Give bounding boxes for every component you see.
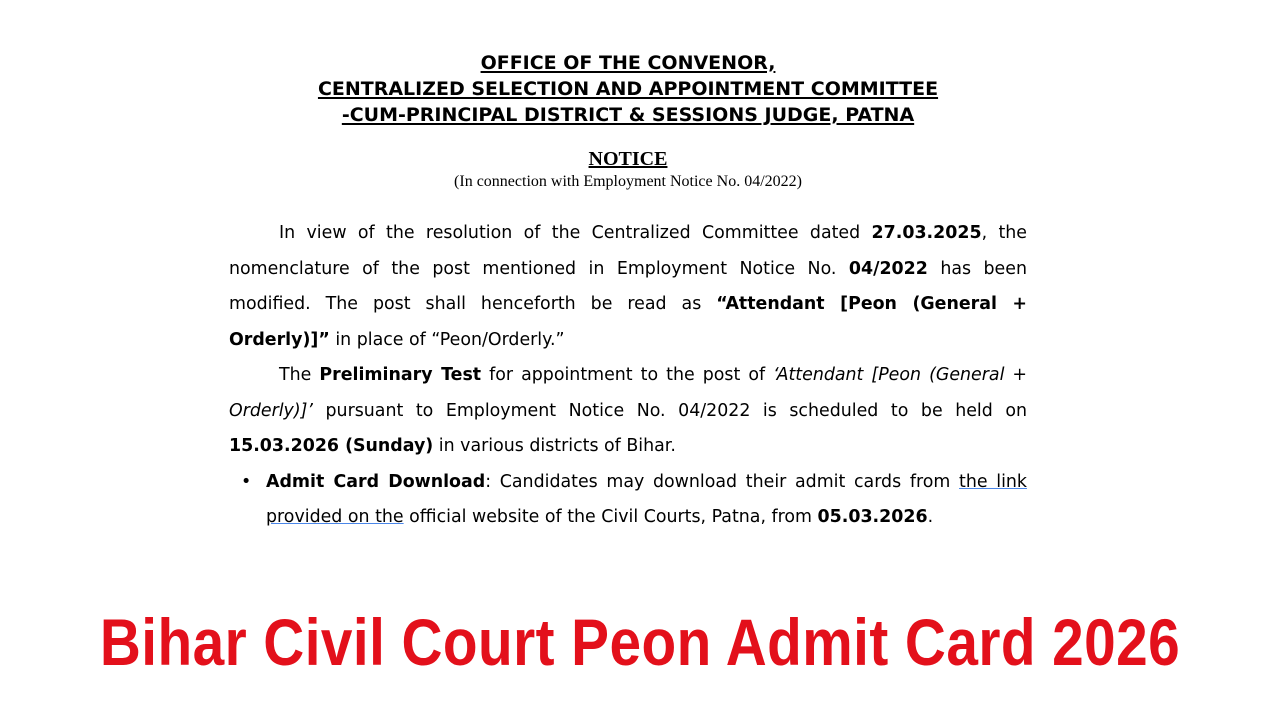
para1-text-2: , the nomenclature of the post mentioned in Employment Notice No.: [229, 223, 1027, 279]
header-line-3: -CUM-PRINCIPAL DISTRICT & SESSIONS JUDGE, PATNA: [341, 104, 915, 126]
notice-body: [229, 216, 1027, 536]
para1-text-4: in place of “Peon/Orderly.”: [329, 329, 565, 350]
bullet-text-1: : Candidates may download their admit cards from: [485, 471, 960, 492]
bullet-text-3: .: [927, 507, 934, 527]
preliminary-test-label: Preliminary Test: [319, 365, 482, 385]
para2-text-2: for appointment to the post of: [481, 365, 774, 385]
notice-title: NOTICE: [588, 148, 668, 170]
header-line-1: OFFICE OF THE CONVENOR,: [480, 52, 776, 74]
admit-card-bullet: [229, 465, 1027, 536]
post-name-italic: ‘Attendant [Peon (General + Orderly)]’: [229, 365, 1028, 421]
para2-text-1: The: [279, 365, 320, 385]
bullet-text-2: official website of the Civil Courts, Patna, from: [403, 507, 818, 527]
employment-notice-number: 04/2022: [848, 258, 928, 279]
admit-card-link[interactable]: the link provided on the: [266, 471, 1028, 527]
para2-text-3: pursuant to Employment Notice No. 04/2022 is scheduled to be held on: [312, 400, 1027, 421]
office-header: [0, 50, 1256, 128]
banner-title: Bihar Civil Court Peon Admit Card 2026: [99, 605, 1181, 679]
para1-text-1: In view of the resolution of the Centralized Committee dated: [279, 223, 872, 243]
para1-text-3: has been modified. The post shall henceforth be read as: [229, 258, 1027, 314]
notice-subtitle: (In connection with Employment Notice No. 04/2022): [454, 173, 802, 190]
new-post-name: “Attendant [Peon (General + Orderly)]”: [229, 294, 1028, 350]
paragraph-preliminary-test: [229, 358, 1027, 465]
para2-text-4: in various districts of Bihar.: [433, 436, 676, 456]
resolution-date: 27.03.2025: [871, 223, 982, 243]
header-line-2: CENTRALIZED SELECTION AND APPOINTMENT COMMITTEE: [317, 78, 939, 100]
admit-card-date: 05.03.2026: [817, 507, 928, 527]
bullet-dot: •: [241, 471, 252, 492]
paragraph-nomenclature: [229, 216, 1027, 358]
exam-date: 15.03.2026 (Sunday): [229, 436, 434, 456]
admit-card-download-label: Admit Card Download: [266, 471, 486, 492]
